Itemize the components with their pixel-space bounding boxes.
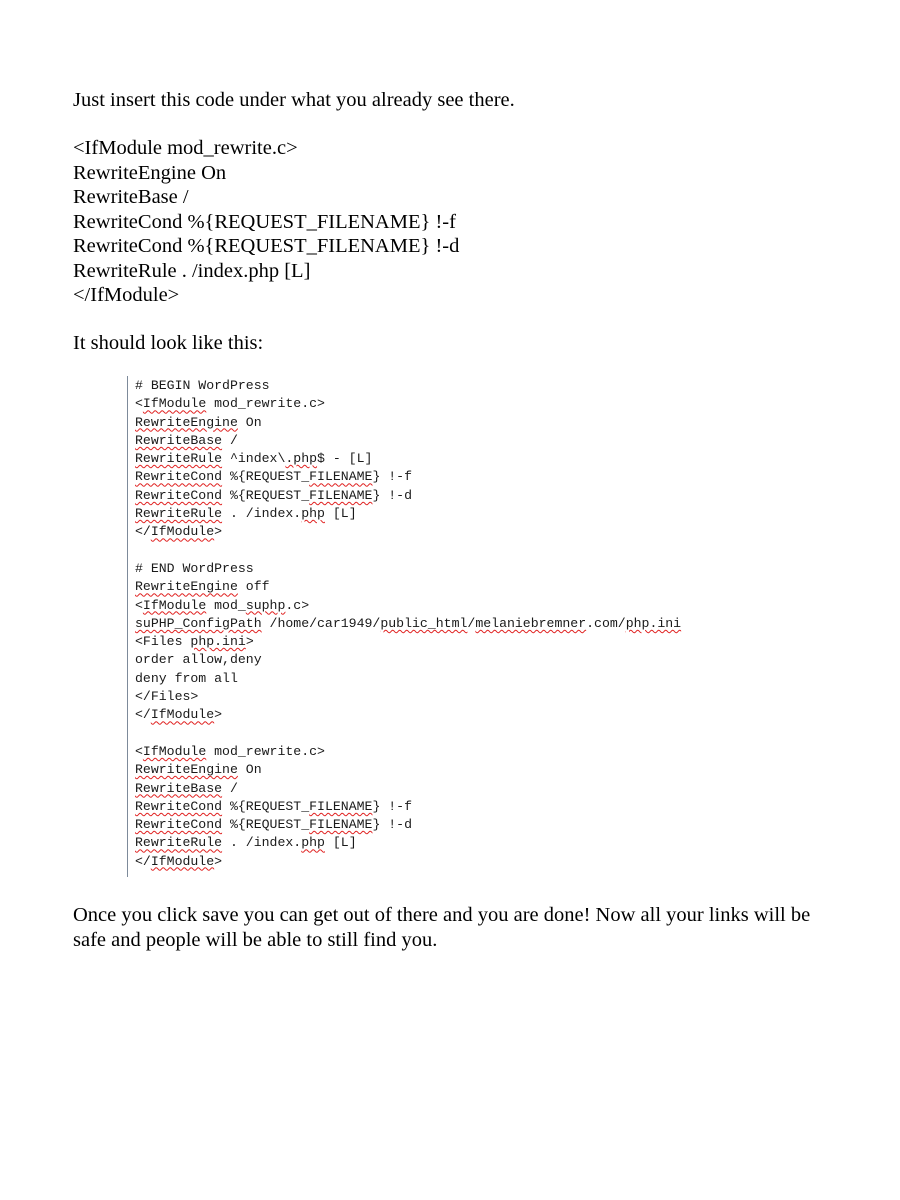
code-line: [135, 633, 807, 651]
code-text: >: [214, 707, 223, 723]
code-line: [135, 651, 807, 669]
snippet-line: RewriteRule . /index.php [L]: [73, 259, 311, 282]
snippet-line: </IfModule>: [73, 284, 180, 306]
misspelled-word: public_html: [380, 615, 468, 631]
code-text: .c>: [285, 597, 310, 613]
misspelled-word: php.ini: [625, 615, 682, 631]
code-line: [135, 542, 807, 560]
code-line: [135, 487, 807, 505]
code-line: [135, 816, 807, 834]
code-text: mod_rewrite.c>: [206, 743, 325, 759]
code-line: [135, 450, 807, 468]
code-text: off: [237, 579, 270, 595]
misspelled-word: php: [301, 506, 325, 522]
misspelled-word: RewriteEngine: [135, 414, 238, 430]
code-line: [135, 780, 807, 798]
snippet-line: RewriteBase /: [73, 186, 189, 208]
code-line: [135, 560, 807, 578]
code-text: .com/: [586, 615, 626, 631]
misspelled-word: suphp: [245, 597, 286, 613]
snippet-line: RewriteCond %{REQUEST_FILENAME} !-d: [73, 235, 460, 257]
misspelled-word: IfModule: [142, 597, 207, 613]
look-like-paragraph: It should look like this:: [73, 332, 264, 354]
code-line: [135, 725, 807, 743]
misspelled-word: FILENAME: [309, 487, 373, 503]
code-text: /: [222, 780, 238, 796]
code-line: [135, 761, 807, 779]
code-text: %{REQUEST_: [222, 817, 310, 833]
code-text: mod_rewrite.c>: [206, 396, 325, 412]
intro-paragraph: Just insert this code under what you already see there.: [73, 89, 515, 111]
snippet-line: RewriteEngine On: [73, 161, 227, 184]
misspelled-word: RewriteRule: [135, 451, 223, 467]
misspelled-word: FILENAME: [309, 798, 373, 814]
code-line: [135, 670, 807, 688]
misspelled-word: php.ini: [190, 634, 246, 650]
code-text: /: [467, 615, 476, 631]
code-line: [135, 395, 807, 413]
code-text: . /index.: [222, 506, 302, 522]
misspelled-word: IfModule: [150, 853, 215, 869]
misspelled-word: RewriteRule: [135, 835, 223, 851]
code-text: . /index.: [222, 835, 302, 851]
snippet-line: RewriteCond %{REQUEST_FILENAME} !-f: [73, 210, 456, 233]
code-text: } !-f: [372, 469, 413, 485]
code-text: /home/car1949/: [261, 615, 381, 631]
code-line: [135, 615, 807, 633]
code-text: On: [237, 762, 262, 778]
code-line: [135, 377, 807, 395]
misspelled-word: RewriteBase: [135, 780, 223, 796]
code-line: [135, 523, 807, 541]
code-text: deny from all: [135, 670, 238, 686]
misspelled-word: RewriteCond: [135, 798, 223, 814]
code-text: <Files: [135, 634, 191, 650]
code-text: # END WordPress: [135, 560, 254, 576]
code-text: } !-d: [372, 817, 413, 833]
misspelled-word: IfModule: [142, 396, 207, 412]
code-text: $ - [L]: [317, 451, 373, 467]
screenshot-code-block: [135, 377, 807, 871]
misspelled-word: php: [301, 835, 325, 851]
code-text: >: [214, 853, 223, 869]
code-line: [135, 853, 807, 871]
code-line: [135, 743, 807, 761]
misspelled-word: FILENAME: [309, 469, 373, 485]
code-text: >: [214, 524, 223, 540]
misspelled-word: RewriteBase: [135, 432, 223, 448]
misspelled-word: RewriteCond: [135, 817, 223, 833]
misspelled-word: FILENAME: [309, 817, 373, 833]
htaccess-screenshot: [127, 376, 807, 877]
code-text: [L]: [324, 506, 357, 522]
code-text: </: [135, 707, 151, 723]
code-text: mod_: [206, 597, 246, 613]
code-text: On: [237, 414, 262, 430]
code-line: [135, 706, 807, 724]
code-text: /: [222, 432, 238, 448]
code-line: [135, 414, 807, 432]
code-line: [135, 798, 807, 816]
code-text: # BEGIN WordPress: [135, 378, 270, 393]
code-line: [135, 468, 807, 486]
misspelled-word: RewriteRule: [135, 506, 223, 522]
code-line: [135, 578, 807, 596]
misspelled-word: RewriteEngine: [135, 762, 238, 778]
code-text: <: [135, 597, 143, 613]
misspelled-word: .php: [285, 451, 318, 467]
code-line: [135, 432, 807, 450]
code-text: %{REQUEST_: [222, 487, 310, 503]
code-text: >: [245, 634, 254, 650]
code-text: <: [135, 743, 143, 759]
code-text: %{REQUEST_: [222, 469, 310, 485]
misspelled-word: RewriteCond: [135, 487, 223, 503]
code-text: </: [135, 853, 151, 869]
code-text: } !-f: [372, 798, 413, 814]
misspelled-word: IfModule: [142, 743, 207, 759]
code-line: [135, 834, 807, 852]
htaccess-snippet: [73, 136, 853, 308]
code-text: </: [135, 524, 151, 540]
code-text: order allow,deny: [135, 652, 262, 668]
code-text: [L]: [324, 835, 357, 851]
code-text: <: [135, 396, 143, 412]
misspelled-word: melaniebremner: [475, 615, 587, 631]
code-line: [135, 505, 807, 523]
code-text: %{REQUEST_: [222, 798, 310, 814]
misspelled-word: suPHP_ConfigPath: [135, 615, 262, 631]
misspelled-word: IfModule: [150, 524, 215, 540]
outro-paragraph: Once you click save you can get out of there and you are done! Now all your links will be safe and people will be able to still find you.: [73, 904, 811, 951]
code-text: } !-d: [372, 487, 413, 503]
misspelled-word: RewriteEngine: [135, 579, 238, 595]
code-line: [135, 597, 807, 615]
code-text: </Files>: [135, 689, 199, 705]
snippet-line: <IfModule mod_rewrite.c>: [73, 137, 298, 159]
misspelled-word: IfModule: [150, 707, 215, 723]
code-text: ^index\: [222, 451, 286, 467]
misspelled-word: RewriteCond: [135, 469, 223, 485]
code-line: [135, 688, 807, 706]
